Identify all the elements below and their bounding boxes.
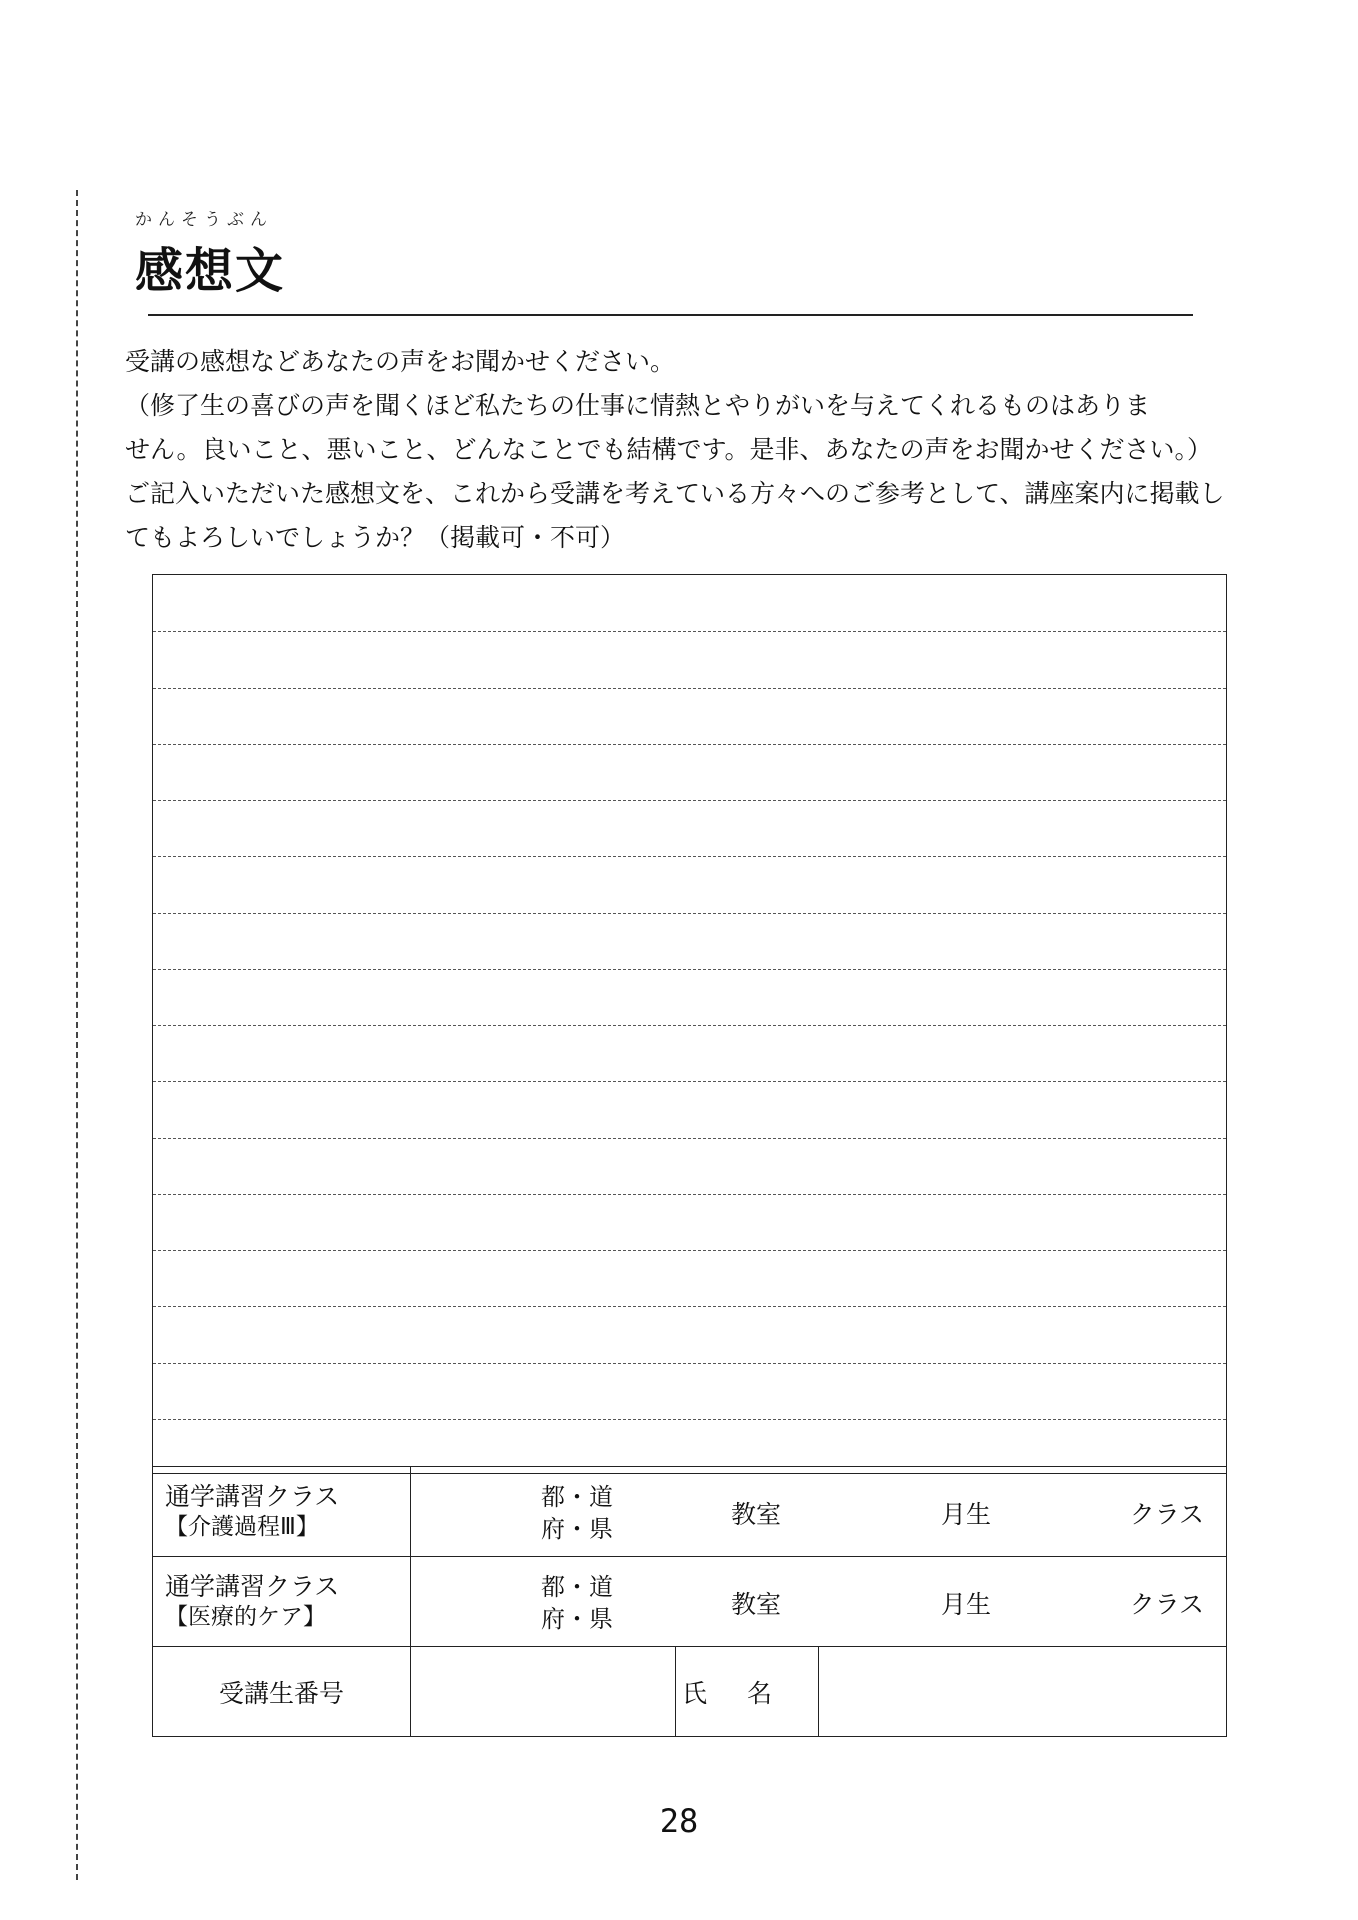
- writing-line: [153, 1306, 1226, 1307]
- class-row: [153, 1467, 1227, 1557]
- cut-line: [76, 190, 78, 1880]
- prefecture-field[interactable]: [541, 1571, 613, 1635]
- prefecture-field[interactable]: [541, 1481, 613, 1545]
- student-row: [153, 1647, 1227, 1737]
- writing-line: [153, 856, 1226, 857]
- name-label: 氏名: [676, 1647, 819, 1737]
- title-furigana: かんそうぶん: [135, 210, 273, 230]
- pref-top-label: 都・道: [541, 1573, 613, 1601]
- pref-bottom-label: 府・県: [541, 1515, 613, 1543]
- class-suffix-label: クラス: [1129, 1500, 1204, 1529]
- instruction-line: てもよろしいでしょうか？（掲載可・不可）: [125, 523, 626, 552]
- student-number-label: 受講生番号: [153, 1647, 411, 1737]
- location-field[interactable]: [411, 1467, 1227, 1557]
- title-underline: [148, 314, 1193, 316]
- class-label: 通学講習クラス: [165, 1571, 340, 1601]
- instruction-line: 受講の感想などあなたの声をお聞かせください。: [125, 347, 676, 376]
- course-label: 【介護過程Ⅲ】: [165, 1513, 319, 1540]
- writing-line: [153, 800, 1226, 801]
- writing-line: [153, 1419, 1226, 1420]
- writing-line: [153, 1138, 1226, 1139]
- writing-line: [153, 1194, 1226, 1195]
- location-field[interactable]: [411, 1557, 1227, 1647]
- class-cell: [153, 1467, 411, 1557]
- instructions: [125, 340, 1240, 560]
- classroom-label: 教室: [731, 1500, 782, 1529]
- name-field[interactable]: [819, 1647, 1227, 1737]
- pref-top-label: 都・道: [541, 1483, 613, 1511]
- class-label: 通学講習クラス: [165, 1481, 340, 1511]
- instruction-line: （修了生の喜びの声を聞くほど私たちの仕事に情熱とやりがいを与えてくれるものはありま: [125, 391, 1151, 420]
- student-info-table: [152, 1466, 1227, 1737]
- instruction-line: せん。良いこと、悪いこと、どんなことでも結構です。是非、あなたの声をお聞かせください。）: [125, 435, 1213, 464]
- month-label: 月生: [941, 1590, 992, 1619]
- student-number-field[interactable]: [411, 1647, 676, 1737]
- page-number: 28: [659, 1802, 699, 1840]
- writing-line: [153, 631, 1226, 632]
- writing-line: [153, 688, 1226, 689]
- writing-line: [153, 1250, 1226, 1251]
- class-row: [153, 1557, 1227, 1647]
- writing-line: [153, 1363, 1226, 1364]
- class-cell: [153, 1557, 411, 1647]
- month-label: 月生: [941, 1500, 992, 1529]
- class-suffix-label: クラス: [1129, 1590, 1204, 1619]
- heading: [135, 205, 285, 301]
- pref-bottom-label: 府・県: [541, 1605, 613, 1633]
- classroom-label: 教室: [731, 1590, 782, 1619]
- writing-line: [153, 1025, 1226, 1026]
- writing-line: [153, 744, 1226, 745]
- course-label: 【医療的ケア】: [165, 1603, 326, 1630]
- writing-area[interactable]: [152, 574, 1227, 1474]
- writing-line: [153, 913, 1226, 914]
- writing-line: [153, 969, 1226, 970]
- writing-line: [153, 1081, 1226, 1082]
- instruction-line: ご記入いただいた感想文を、これから受講を考えている方々へのご参考として、講座案内に掲載し: [125, 479, 1225, 508]
- page-title: 感想文: [135, 243, 286, 299]
